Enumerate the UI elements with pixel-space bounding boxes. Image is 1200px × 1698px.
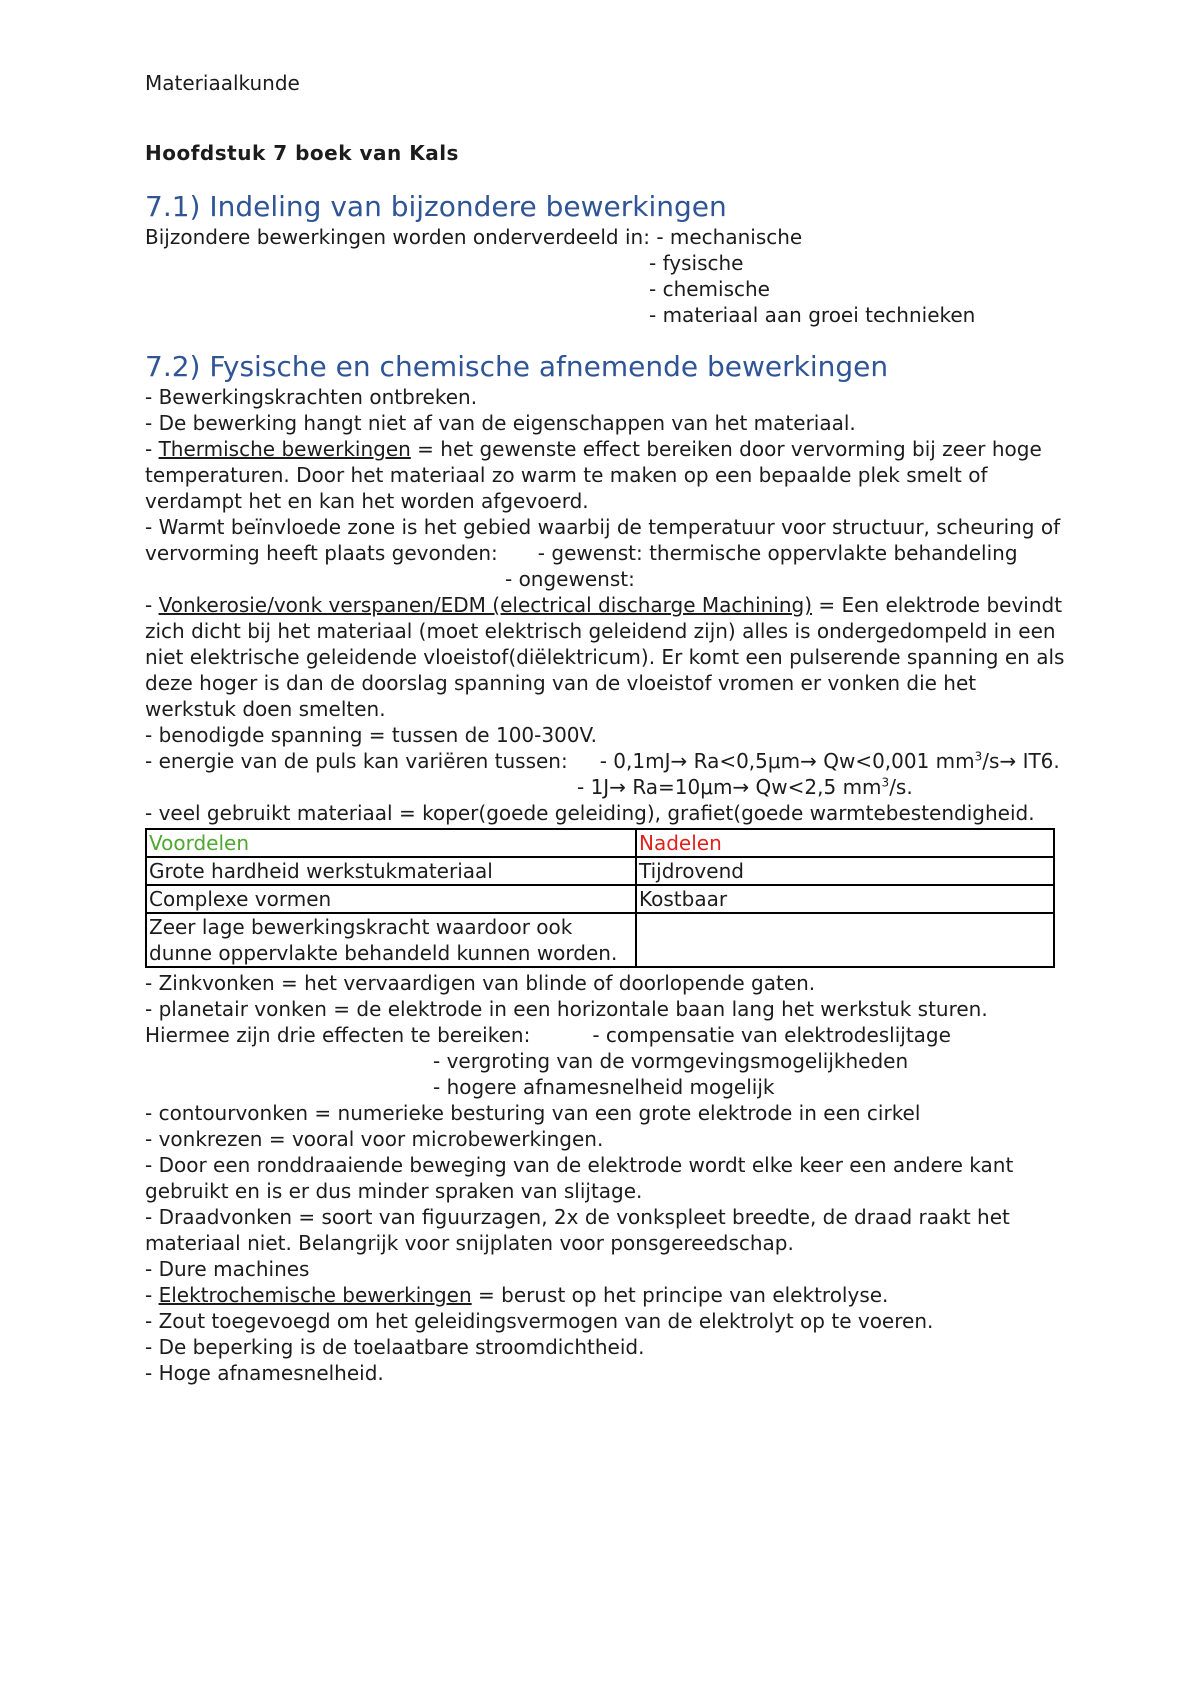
text: - planetair vonken = de elektrode in een horizontale baan lang het werkstuk sturen. Hiermee zijn drie effecten te bereiken: — [145, 997, 988, 1047]
table-cell: Grote hardheid werkstukmateriaal — [146, 857, 636, 885]
table-row — [146, 857, 1054, 885]
table-cell: Tijdrovend — [636, 857, 1054, 885]
section-heading-7-1: 7.1) Indeling van bijzondere bewerkingen — [145, 190, 727, 223]
table-cell: Zeer lage bewerkingskracht waardoor ook dunne oppervlakte behandeld kunnen worden. — [146, 913, 636, 967]
text: - Warmt beïnvloede zone is het gebied waarbij de temperatuur voor structuur, scheuring of vervorming heeft plaats gevonden: — [145, 515, 1061, 565]
definition-text: = Een elektrode bevindt zich dicht bij het materiaal (moet elektrisch geleidend zijn) alles is ondergedompeld in een niet elektrische geleidende vloeistof(diëlektricum). Er komt een pulserende spanning en als deze hoger is dan de doorslag spanning van de vloeistof vromen er vonken die het werkstuk doen smelten. — [145, 593, 1065, 721]
text: - gewenst: thermische oppervlakte behandeling — [537, 541, 1018, 565]
paragraph-elektrochemisch — [145, 1282, 1065, 1308]
table-cell — [636, 913, 1054, 967]
paragraph-energie-2 — [145, 774, 1065, 800]
definition-text: = het gewenste effect bereiken door vervorming bij zeer hoge temperaturen. Door het materiaal zo warm te maken op een bepaalde plek smelt of verdampt het en kan het worden afgevoerd. — [145, 437, 1042, 513]
paragraph: - Zout toegevoegd om het geleidingsvermogen van de elektrolyt op te voeren. — [145, 1309, 934, 1333]
pros-cons-table — [145, 828, 1055, 968]
paragraph: - ongewenst: — [505, 567, 635, 591]
paragraph: - Hoge afnamesnelheid. — [145, 1361, 384, 1385]
paragraph-thermische — [145, 436, 1065, 514]
paragraph: - Draadvonken = soort van figuurzagen, 2x de vonkspleet breedte, de draad raakt het materiaal niet. Belangrijk voor snijplaten voor ponsgereedschap. — [145, 1205, 1010, 1255]
table-cell: Kostbaar — [636, 885, 1054, 913]
paragraph: - Door een ronddraaiende beweging van de elektrode wordt elke keer een andere kant gebruikt en is er dus minder spraken van slijtage. — [145, 1153, 1014, 1203]
text: - compensatie van elektrodeslijtage — [592, 1023, 951, 1047]
table-header-row — [146, 829, 1054, 857]
paragraph-warmte-zone — [145, 514, 1065, 566]
table-row — [146, 885, 1054, 913]
superscript: 3 — [974, 749, 983, 764]
definition-text: = berust op het principe van elektrolyse. — [471, 1283, 889, 1307]
paragraph: - Dure machines — [145, 1257, 310, 1281]
header-voordelen: Voordelen — [146, 829, 636, 857]
bullet: - — [145, 437, 159, 461]
section-heading-7-2: 7.2) Fysische en chemische afnemende bewerkingen — [145, 350, 889, 383]
paragraph-planetair — [145, 996, 1065, 1048]
bullet: - — [145, 1283, 159, 1307]
term-elektrochemische-bewerkingen: Elektrochemische bewerkingen — [158, 1283, 472, 1307]
table-row — [146, 913, 1054, 967]
term-thermische-bewerkingen: Thermische bewerkingen — [158, 437, 411, 461]
paragraph: - Bewerkingskrachten ontbreken. — [145, 385, 478, 409]
text: /s. — [889, 775, 913, 799]
superscript: 3 — [881, 775, 890, 790]
text: - 1J→ Ra=10μm→ Qw<2,5 mm — [577, 775, 882, 799]
intro-text: Bijzondere bewerkingen worden onderverdeeld in: — [145, 225, 650, 249]
table-cell: Complexe vormen — [146, 885, 636, 913]
header-nadelen: Nadelen — [636, 829, 1054, 857]
list-item: - materiaal aan groei technieken — [649, 303, 976, 327]
list-item: - mechanische — [656, 225, 803, 249]
paragraph: - vergroting van de vormgevingsmogelijkheden — [433, 1049, 909, 1073]
text: /s→ IT6. — [982, 749, 1060, 773]
paragraph: - contourvonken = numerieke besturing van een grote elektrode in een cirkel — [145, 1101, 921, 1125]
document-page — [145, 70, 1065, 1386]
chapter-heading: Hoofdstuk 7 boek van Kals — [145, 141, 459, 165]
paragraph: - De beperking is de toelaatbare stroomdichtheid. — [145, 1335, 645, 1359]
text: - 0,1mJ→ Ra<0,5μm→ Qw<0,001 mm — [599, 749, 975, 773]
section-7-1-intro — [145, 224, 1065, 250]
list-item: - chemische — [649, 277, 770, 301]
list-item: - fysische — [649, 251, 744, 275]
paragraph: - De bewerking hangt niet af van de eigenschappen van het materiaal. — [145, 411, 856, 435]
paragraph: - hogere afnamesnelheid mogelijk — [433, 1075, 775, 1099]
text: - energie van de puls kan variëren tussen: — [145, 749, 568, 773]
term-edm: Vonkerosie/vonk verspanen/EDM (electrical discharge Machining) — [158, 593, 813, 617]
paragraph: - veel gebruikt materiaal = koper(goede geleiding), grafiet(goede warmtebestendigheid. — [145, 801, 1035, 825]
document-title: Materiaalkunde — [145, 71, 300, 95]
paragraph-energie — [145, 748, 1065, 774]
bullet: - — [145, 593, 159, 617]
paragraph: - vonkrezen = vooral voor microbewerkingen. — [145, 1127, 604, 1151]
paragraph: - Zinkvonken = het vervaardigen van blinde of doorlopende gaten. — [145, 971, 816, 995]
paragraph: - benodigde spanning = tussen de 100-300V. — [145, 723, 597, 747]
paragraph-edm — [145, 592, 1065, 722]
